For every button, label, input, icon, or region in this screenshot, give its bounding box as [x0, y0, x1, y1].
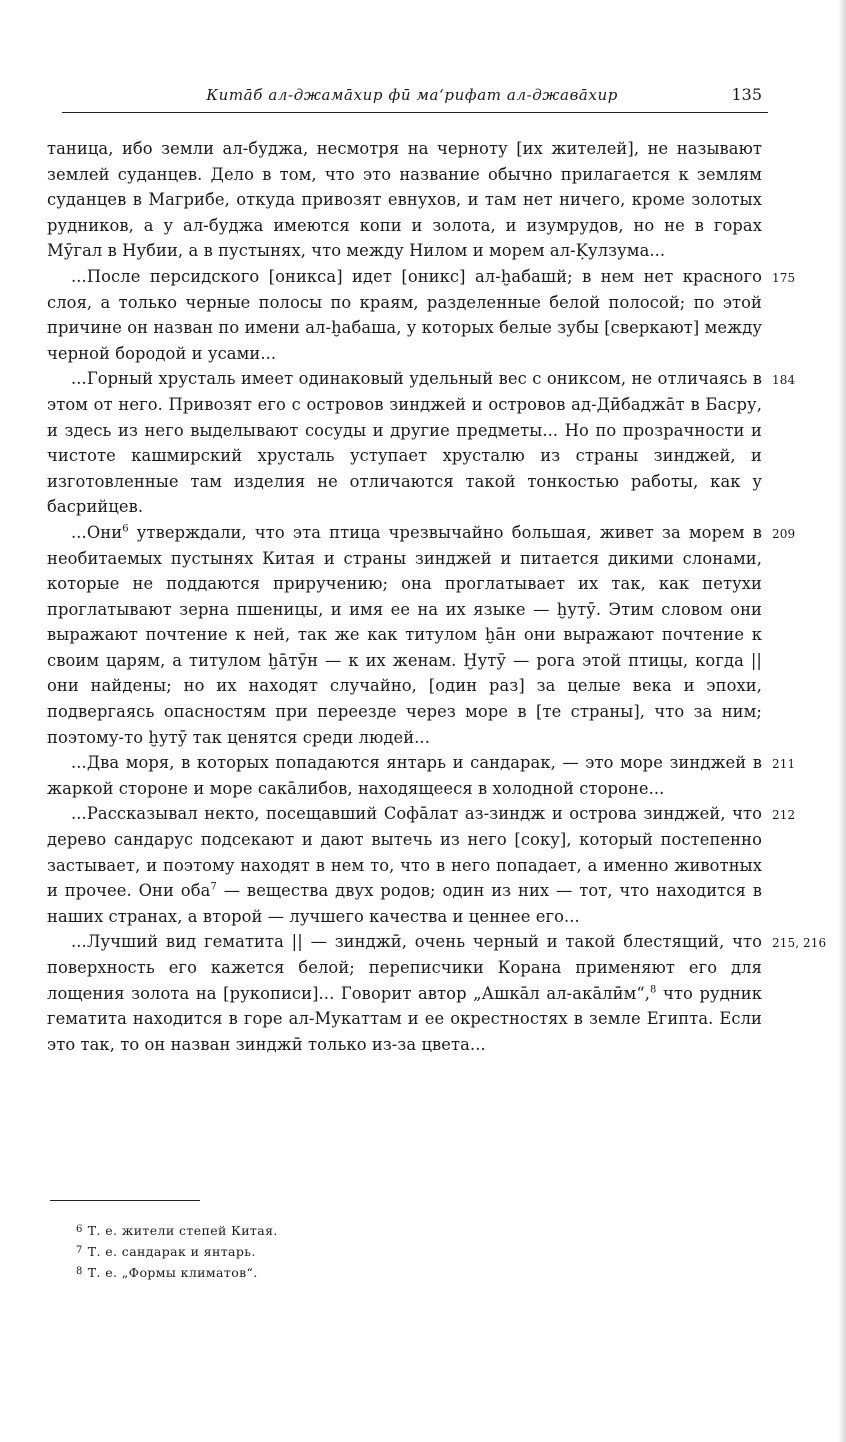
- footnote-8: [76, 1262, 278, 1283]
- paragraph-text: ...Два моря, в которых попадаются янтарь и сандарак, — это море зинджей в жаркой стороне и море сакāлибов, находящееся в холодной стороне...: [47, 753, 762, 798]
- paragraph-text: — вещества двух родов; один из них — тот, что находится в наших странах, а второй — лучшего качества и ценнее его...: [47, 881, 762, 926]
- margin-reference: 211: [772, 757, 796, 772]
- footnote-mark: 8: [76, 1266, 83, 1277]
- footnote-ref-8: 8: [650, 984, 657, 996]
- footnote-text: Т. е. сандарак и янтарь.: [87, 1244, 256, 1259]
- margin-reference: 212: [772, 808, 796, 823]
- margin-reference: 184: [772, 373, 796, 388]
- paragraph-3: [47, 366, 796, 520]
- page-header: [62, 86, 768, 110]
- page-edge-shadow: [838, 0, 846, 1442]
- running-title: Китāб ал-джамāхир фū ма‘рифат ал-джавāхир: [206, 86, 618, 104]
- paragraph-text: что рудник гематита находится в горе ал-Мукаттам и ее окрестностях в земле Египта. Если это так, то он назван зинджӣ только из-за цвета...: [47, 983, 762, 1054]
- footnote-rule: [50, 1200, 200, 1201]
- footnotes: [76, 1220, 278, 1283]
- body-text: [47, 136, 827, 1057]
- paragraph-2: [47, 264, 796, 366]
- paragraph-text: таница, ибо земли ал-буджа, несмотря на черноту [их жителей], не называют землей суданцев. Дело в том, что это название обычно прилагается к землям суданцев в Магрибе, откуда привозят евнухов, и там нет ничего, кроме золотых рудников, а у ал-буджа имеются копи и золота, и изумрудов, но не в горах Мӯгал в Нубии, а в пустынях, что между Нилом и морем ал-Ḳулзума...: [47, 139, 762, 261]
- paragraph-1: [47, 136, 762, 264]
- footnote-ref-6: 6: [122, 523, 129, 535]
- paragraph-text-start: ...Лучший вид гематита || — зинджӣ, очень черный и такой блестящий, что поверхность его кажется белой; переписчики Корана применяют его для лощения золота на [рукописи]... Говорит автор „Ашкāл ал-акāлӣм“,: [47, 932, 762, 1003]
- footnote-ref-7: 7: [210, 881, 217, 893]
- paragraph-4: [47, 520, 796, 750]
- margin-reference: 215, 216: [772, 936, 827, 951]
- paragraph-text: утверждали, что эта птица чрезвычайно большая, живет за морем в необитаемых пустынях Китая и страны зинджей и питается дикими слонами, которые не поддаются приручению; она проглатывает их так, как петухи проглатывают зерна пшеницы, и имя ее на их языке — ḫутӯ. Этим словом они выражают почтение к ней, так же как титулом ḫāн они выражают почтение к своим царям, а титулом ḫāтӯн — к их женам. Ḫутӯ — рога этой птицы, когда || они найдены; но их находят случайно, [один раз] за целые века и эпохи, подвергаясь опасностям при переезде через море в [те страны], что за ним; поэтому-то ḫутӯ так ценятся среди людей...: [47, 522, 762, 747]
- header-rule: [62, 112, 768, 113]
- paragraph-7: [47, 929, 827, 1057]
- footnote-7: [76, 1241, 278, 1262]
- footnote-mark: 7: [76, 1245, 83, 1256]
- margin-reference: 175: [772, 270, 796, 285]
- footnote-6: [76, 1220, 278, 1241]
- paragraph-text: ...После персидского [оникса] идет [оникс] ал-ḫабашй; в нем нет красного слоя, а только черные полосы по краям, разделенные белой полосой; по этой причине он назван по имени ал-ḫабаша, у которых белые зубы [сверкают] между черной бородой и усами...: [47, 266, 762, 363]
- paragraph-text-start: ...Они: [71, 522, 123, 542]
- paragraph-text-start: ...Рассказывал некто, посещавший Софāлат аз-зиндж и острова зинджей, что дерево сандарус подсекают и дают вытечь из него [соку], который постепенно застывает, и поэтому находят в нем то, что в него попадает, а именно животных и прочее. Они оба: [47, 804, 762, 901]
- paragraph-5: [47, 750, 796, 801]
- footnote-mark: 6: [76, 1224, 83, 1235]
- footnote-text: Т. е. жители степей Китая.: [87, 1223, 278, 1238]
- paragraph-text: ...Горный хрусталь имеет одинаковый удельный вес с ониксом, не отличаясь в этом от него. Привозят его с островов зинджей и островов ад-Дӣбаджāт в Басру, и здесь из него выделывают сосуды и другие предметы... Но по прозрачности и чистоте кашмирский хрусталь уступает хрусталю из страны зинджей, и изготовленные там изделия не отличаются такой тонкостью работы, как у басрийцев.: [47, 369, 762, 517]
- footnote-text: Т. е. „Формы климатов“.: [87, 1265, 258, 1280]
- page-number: 135: [731, 85, 762, 104]
- paragraph-6: [47, 801, 796, 929]
- margin-reference: 209: [772, 526, 796, 541]
